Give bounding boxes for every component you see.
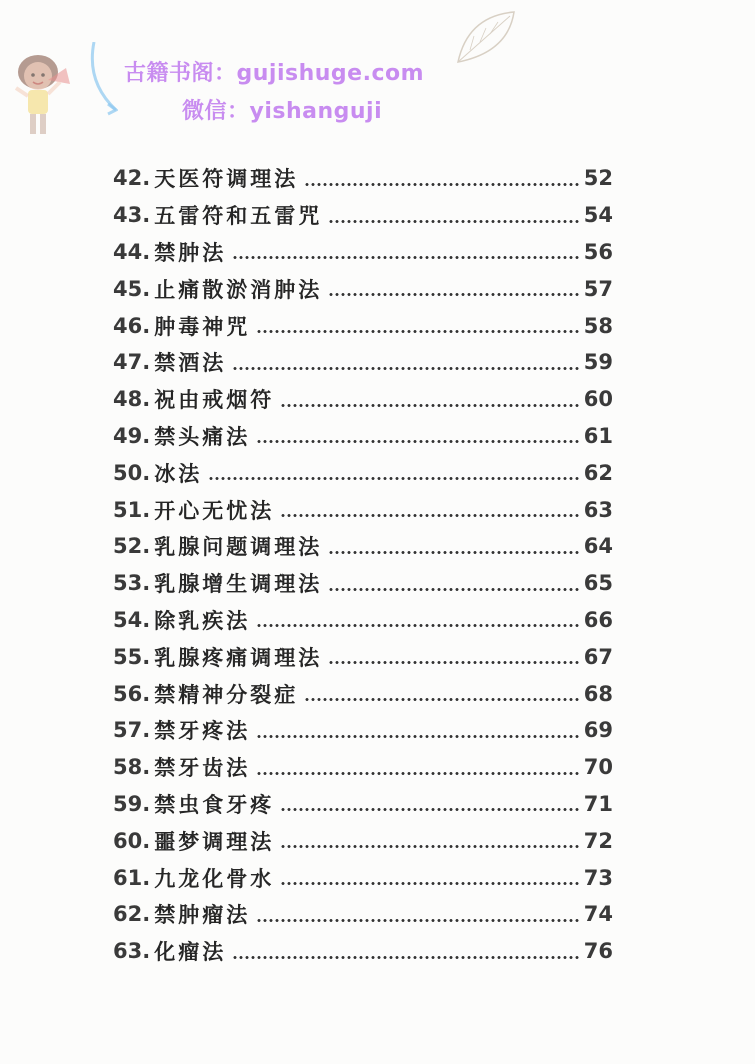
dot-leader [280, 881, 579, 886]
entry-title: 祝由戒烟符 [154, 387, 275, 413]
entry-page: 67 [583, 644, 613, 669]
entry-title: 九龙化骨水 [154, 865, 275, 891]
dot-leader [232, 955, 579, 960]
entry-page: 63 [583, 497, 613, 522]
entry-title: 禁牙齿法 [154, 755, 251, 781]
table-of-contents [113, 160, 613, 970]
toc-entry[interactable] [113, 565, 613, 602]
watermark-site: 古籍书阁：gujishuge.com [124, 61, 425, 86]
entry-number: 62. [113, 902, 151, 927]
dot-leader [232, 255, 579, 260]
entry-number: 46. [113, 313, 151, 338]
dot-leader [208, 476, 579, 481]
dot-leader [328, 660, 579, 665]
entry-number: 52. [113, 534, 151, 559]
dot-leader [328, 550, 579, 555]
entry-title: 除乳疾法 [154, 607, 251, 633]
entry-page: 72 [583, 828, 613, 853]
toc-entry[interactable] [113, 859, 613, 896]
entry-page: 60 [583, 387, 613, 412]
entry-number: 60. [113, 828, 151, 853]
toc-entry[interactable] [113, 786, 613, 823]
watermark-wechat: 微信：yishanguji [182, 99, 383, 124]
dot-leader [256, 734, 579, 739]
entry-page: 61 [583, 423, 613, 448]
entry-page: 71 [583, 791, 613, 816]
dot-leader [280, 844, 579, 849]
toc-entry[interactable] [113, 822, 613, 859]
entry-number: 61. [113, 865, 151, 890]
dot-leader [256, 439, 579, 444]
entry-page: 59 [583, 350, 613, 375]
entry-title: 五雷符和五雷咒 [154, 203, 323, 229]
entry-title: 禁肿瘤法 [154, 902, 251, 928]
entry-number: 59. [113, 791, 151, 816]
dot-leader [256, 918, 579, 923]
entry-page: 54 [583, 203, 613, 228]
entry-title: 噩梦调理法 [154, 828, 275, 854]
entry-title: 化瘤法 [154, 939, 227, 965]
mascot-icon [8, 42, 118, 152]
entry-number: 43. [113, 203, 151, 228]
toc-entry[interactable] [113, 234, 613, 271]
toc-entry[interactable] [113, 675, 613, 712]
entry-number: 56. [113, 681, 151, 706]
toc-entry[interactable] [113, 307, 613, 344]
leaf-icon [450, 8, 520, 68]
entry-page: 58 [583, 313, 613, 338]
entry-title: 乳腺疼痛调理法 [154, 644, 323, 670]
entry-title: 肿毒神咒 [154, 313, 251, 339]
entry-page: 57 [583, 276, 613, 301]
entry-page: 69 [583, 718, 613, 743]
entry-page: 62 [583, 460, 613, 485]
entry-page: 73 [583, 865, 613, 890]
entry-title: 开心无忧法 [154, 497, 275, 523]
entry-title: 禁牙疼法 [154, 718, 251, 744]
entry-number: 58. [113, 755, 151, 780]
dot-leader [232, 366, 579, 371]
entry-page: 56 [583, 239, 613, 264]
toc-entry[interactable] [113, 160, 613, 197]
entry-page: 68 [583, 681, 613, 706]
entry-page: 74 [583, 902, 613, 927]
entry-page: 52 [583, 166, 613, 191]
entry-title: 天医符调理法 [154, 166, 299, 192]
toc-entry[interactable] [113, 638, 613, 675]
dot-leader [328, 292, 579, 297]
entry-page: 76 [583, 939, 613, 964]
entry-page: 70 [583, 755, 613, 780]
entry-title: 乳腺问题调理法 [154, 534, 323, 560]
toc-entry[interactable] [113, 344, 613, 381]
toc-entry[interactable] [113, 933, 613, 970]
entry-number: 47. [113, 350, 151, 375]
toc-entry[interactable] [113, 491, 613, 528]
entry-number: 54. [113, 607, 151, 632]
toc-entry[interactable] [113, 749, 613, 786]
entry-title: 冰法 [154, 460, 203, 486]
entry-title: 禁肿法 [154, 239, 227, 265]
dot-leader [304, 182, 579, 187]
entry-number: 50. [113, 460, 151, 485]
dot-leader [280, 807, 579, 812]
entry-number: 45. [113, 276, 151, 301]
entry-number: 57. [113, 718, 151, 743]
dot-leader [256, 623, 579, 628]
entry-number: 49. [113, 423, 151, 448]
toc-entry[interactable] [113, 381, 613, 418]
dot-leader [280, 403, 579, 408]
entry-title: 止痛散淤消肿法 [154, 276, 323, 302]
entry-title: 禁精神分裂症 [154, 681, 299, 707]
dot-leader [256, 329, 579, 334]
dot-leader [304, 697, 579, 702]
dot-leader [256, 771, 579, 776]
entry-number: 63. [113, 939, 151, 964]
entry-number: 53. [113, 571, 151, 596]
entry-number: 42. [113, 166, 151, 191]
entry-page: 65 [583, 571, 613, 596]
toc-entry[interactable] [113, 270, 613, 307]
entry-page: 64 [583, 534, 613, 559]
entry-number: 48. [113, 387, 151, 412]
entry-number: 44. [113, 239, 151, 264]
toc-entry[interactable] [113, 418, 613, 455]
entry-title: 禁头痛法 [154, 423, 251, 449]
toc-entry[interactable] [113, 528, 613, 565]
dot-leader [328, 587, 579, 592]
entry-page: 66 [583, 607, 613, 632]
toc-entry[interactable] [113, 454, 613, 491]
entry-number: 51. [113, 497, 151, 522]
dot-leader [280, 513, 579, 518]
dot-leader [328, 219, 579, 224]
toc-entry[interactable] [113, 712, 613, 749]
entry-title: 禁酒法 [154, 350, 227, 376]
toc-entry[interactable] [113, 896, 613, 933]
entry-number: 55. [113, 644, 151, 669]
toc-entry[interactable] [113, 197, 613, 234]
entry-title: 禁虫食牙疼 [154, 791, 275, 817]
toc-entry[interactable] [113, 602, 613, 639]
entry-title: 乳腺增生调理法 [154, 571, 323, 597]
